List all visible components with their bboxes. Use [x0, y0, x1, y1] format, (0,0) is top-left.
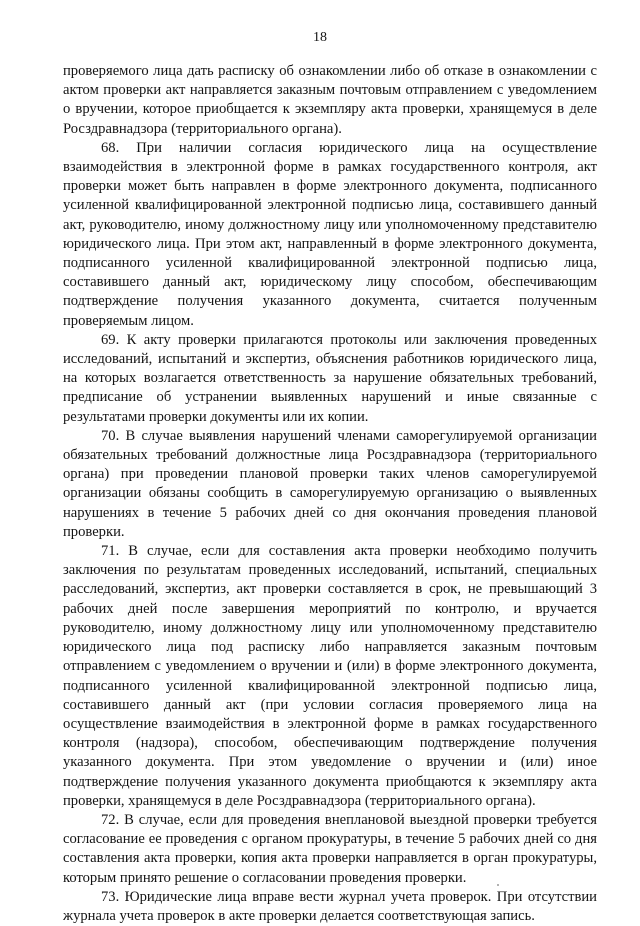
paragraph-72: 72. В случае, если для проведения внеплановой выездной проверки требуется согласование ее проведения с органом прокуратуры, в течение 5 рабочих дней со дня составления акта проверки, копия акта проверки направляется в орган прокуратуры, которым принято решение о согласовании проведения проверки. [63, 811, 597, 886]
paragraph-69: 69. К акту проверки прилагаются протоколы или заключения проведенных исследований, испытаний и экспертиз, объяснения работников юридического лица, на которых возлагается ответственность за нарушение обязательных требований, предписание об устранении выявленных нарушений и иные связанные с результатами проверки документы или их копии. [63, 331, 597, 425]
page-number: 18 [313, 30, 327, 45]
paragraph-73: 73. Юридические лица вправе вести журнал учета проверок. При отсутствии журнала учета проверок в акте проверки делается соответствующая запись. [63, 888, 597, 924]
scan-speck [497, 884, 499, 886]
paragraph-71: 71. В случае, если для составления акта проверки необходимо получить заключения по результатам проведенных исследований, испытаний, специальных расследований, экспертиз, акт проверки составляется в срок, не превышающий 3 рабочих дней после завершения мероприятий по контролю, и вручается руководителю, иному должностному лицу или уполномоченному представителю юридического лица под расписку либо направляется заказным почтовым отправлением с уведомлением о вручении и (или) в форме электронного документа, подписанного усиленной квалифицированной электронной подписью лица, составившего данный акт (при условии согласия проверяемого лица на осуществление взаимодействия в электронной форме в рамках государственного контроля (надзора), способом, обеспечивающим подтверждение получения указанного документа. При этом уведомление о вручении и (или) иное подтверждение получения указанного документа приобщаются к экземпляру акта проверки, хранящемуся в деле Росздравнадзора (территориального органа). [63, 543, 597, 809]
paragraph-67-continuation: проверяемого лица дать расписку об ознакомлении либо об отказе в ознакомлении с актом проверки акт направляется заказным почтовым отправлением с уведомлением о вручении, которое приобщается к экземпляру акта проверки, хранящемуся в деле Росздравнадзора (территориального органа). [63, 63, 597, 137]
paragraph-68: 68. При наличии согласия юридического лица на осуществление взаимодействия в электронной форме в рамках государственного контроля, акт проверки может быть направлен в форме электронного документа, подписанного усиленной квалифицированной электронной подписью лица, составившего данный акт, руководителю, иному должностному лицу или уполномоченному представителю юридического лица. При этом акт, направленный в форме электронного документа, подписанного усиленной квалифицированной электронной подписью лица, составившего данный акт, юридическому лицу способом, обеспечивающим подтверждение получения указанного документа, считается полученным проверяемым лицом. [63, 139, 597, 329]
paragraph-70: 70. В случае выявления нарушений членами саморегулируемой организации обязательных требований должностные лица Росздравнадзора (территориального органа) при проведении плановой проверки таких членов саморегулируемой организации обязаны сообщить в саморегулируемую организацию о выявленных нарушениях в течение 5 рабочих дней со дня окончания проведения плановой проверки. [63, 427, 597, 540]
document-body [63, 62, 597, 926]
